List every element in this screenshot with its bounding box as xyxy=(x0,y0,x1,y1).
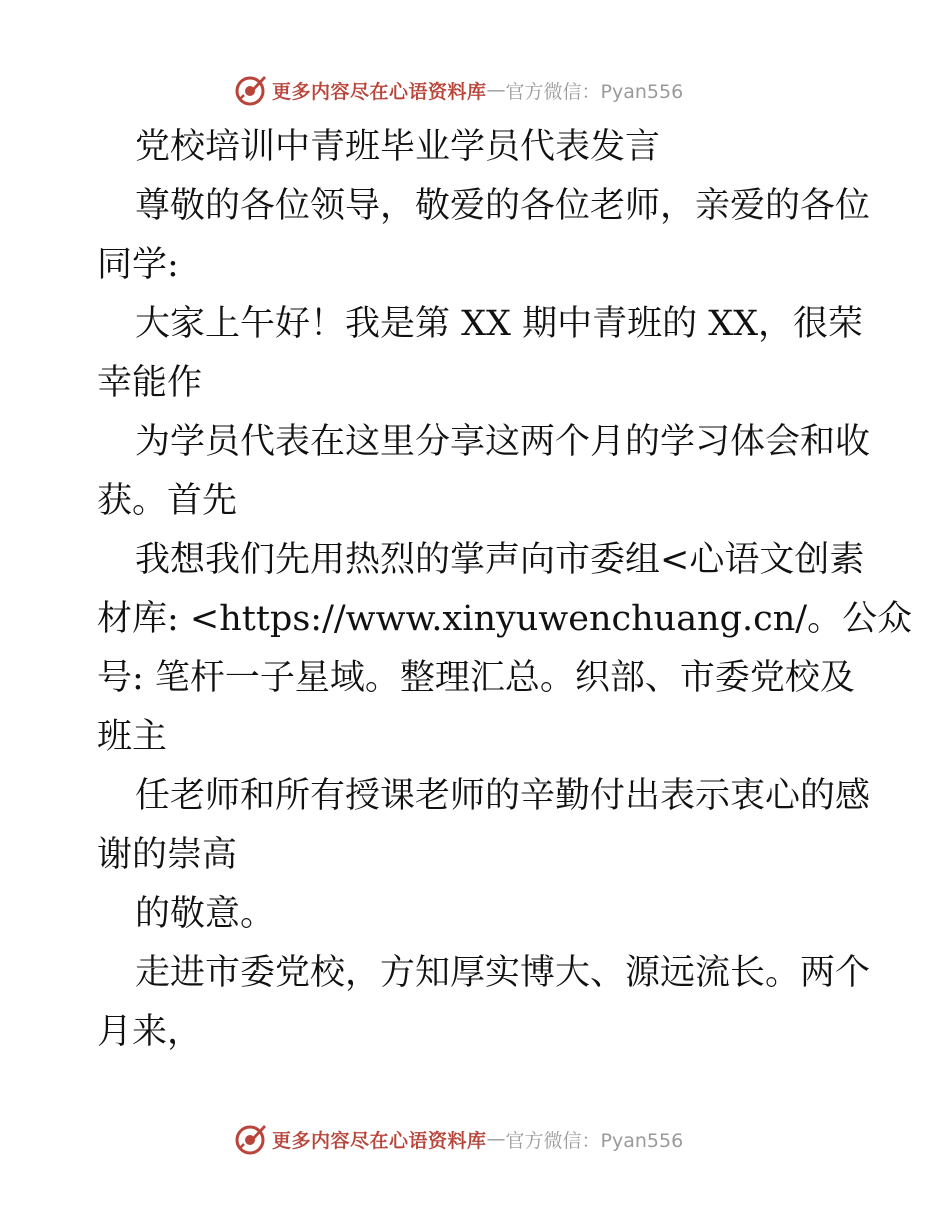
text-line: 的敬意。 xyxy=(135,894,276,934)
document-body xyxy=(97,118,913,1062)
header-wechat-text: 官方微信：Pyan556 xyxy=(505,80,684,103)
text-line: 为学员代表在这里分享这两个月的学习体会和收 xyxy=(135,422,871,462)
text-line: 获。首先 xyxy=(97,481,238,521)
text-line: 材库: <https://www.xinyuwenchuang.cn/。公众 xyxy=(97,599,913,639)
footer-watermark xyxy=(234,1121,794,1157)
footer-brand-text: 更多内容尽在心语资料库 xyxy=(272,1129,487,1152)
header-watermark xyxy=(234,72,794,108)
text-line: 尊敬的各位领导，敬爱的各位老师，亲爱的各位 xyxy=(135,186,871,226)
footer-wechat-text: 官方微信：Pyan556 xyxy=(505,1129,684,1152)
header-separator: — xyxy=(486,79,506,101)
text-line: 同学: xyxy=(97,245,179,285)
text-line: 月来， xyxy=(97,1012,203,1052)
header-brand-text: 更多内容尽在心语资料库 xyxy=(272,80,487,103)
text-line: 我想我们先用热烈的掌声向市委组<心语文创素 xyxy=(135,540,865,580)
document-title: 党校培训中青班毕业学员代表发言 xyxy=(135,127,661,167)
text-line: 谢的崇高 xyxy=(97,835,238,875)
text-line: 号: 笔杆一子星域。整理汇总。织部、市委党校及 xyxy=(97,658,855,698)
text-line: 走进市委党校，方知厚实博大、源远流长。两个 xyxy=(135,953,871,993)
quill-logo-icon xyxy=(234,1122,268,1156)
text-line: 大家上午好！我是第 XX 期中青班的 XX，很荣 xyxy=(135,304,864,344)
quill-logo-icon xyxy=(234,73,268,107)
text-line: 班主 xyxy=(97,717,168,757)
text-line: 幸能作 xyxy=(97,363,203,403)
text-line: 任老师和所有授课老师的辛勤付出表示衷心的感 xyxy=(135,776,871,816)
footer-separator: — xyxy=(486,1128,506,1150)
